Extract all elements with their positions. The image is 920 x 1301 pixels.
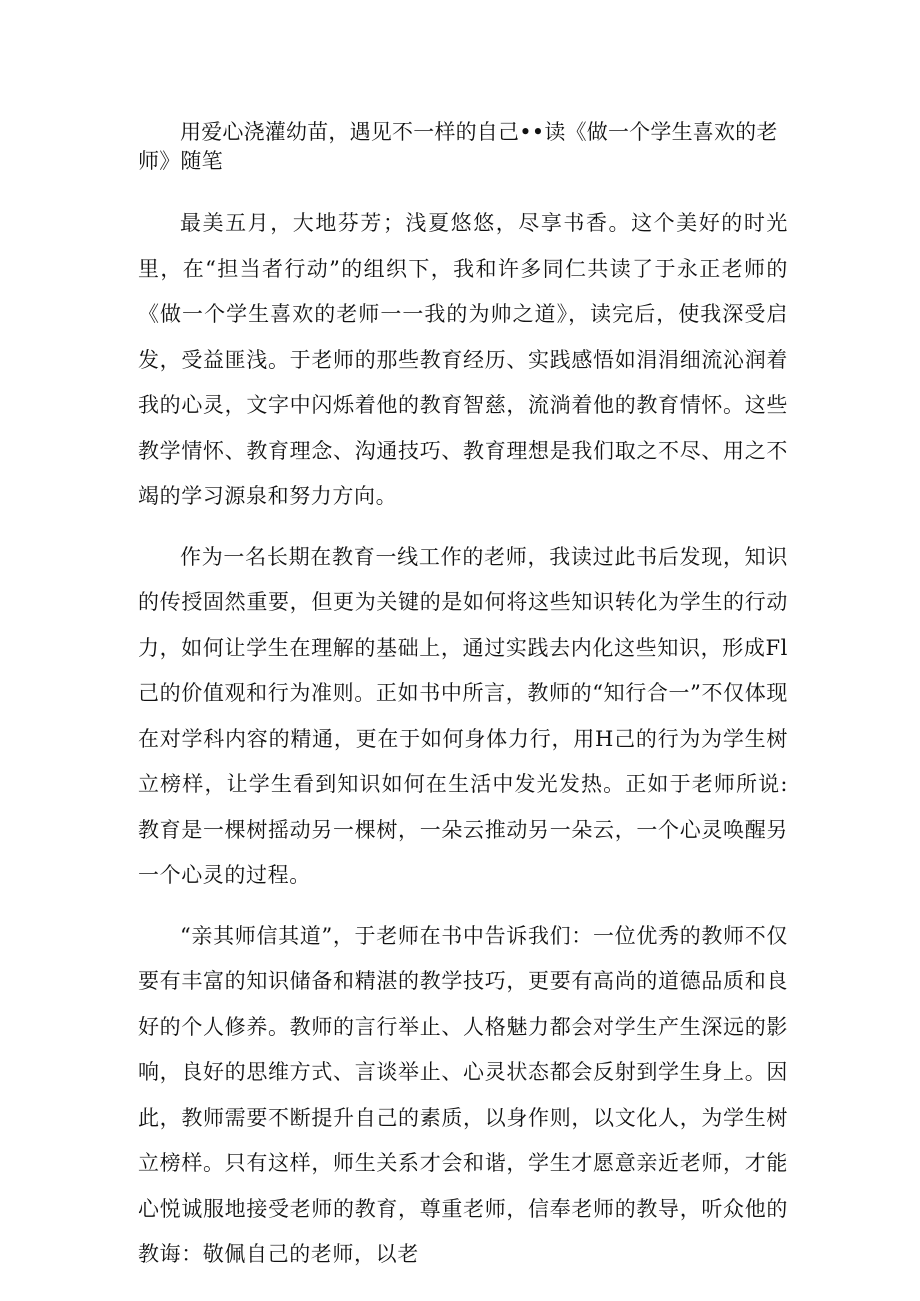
paragraph-3: “亲其师信其道”，于老师在书中告诉我们：一位优秀的教师不仅要有丰富的知识储备和精湛的教学技巧，更要有高尚的道德品质和良好的个人修养。教师的言行举止、人格魅力都会对学生产生深远的影响，良好的思维方式、言谈举止、心灵状态都会反射到学生身上。因此，教师需要不断提升自己的素质，以身作则，以文化人，为学生树立榜样。只有这样，师生关系才会和谐，学生才愿意亲近老师，才能心悦诚服地接受老师的教育，尊重老师，信奉老师的教导，听众他的教诲：敬佩自己的老师，以老 <box>138 923 788 1266</box>
paragraph-1: 最美五月，大地芬芳；浅夏悠悠，尽享书香。这个美好的时光里，在“担当者行动”的组织下，我和许多同仁共读了于永正老师的《做一个学生喜欢的老师一一我的为帅之道》，读完后，使我深受启发，受益匪浅。于老师的那些教育经历、实践感悟如涓涓细流沁润着我的心灵，文字中闪烁着他的教育智慈，流淌着他的教育情怀。这些教学情怀、教育理念、沟通技巧、教育理想是我们取之不尽、用之不竭的学习源泉和努力方向。 <box>138 211 788 508</box>
document-page <box>138 118 788 1278</box>
paragraph-2: 作为一名长期在教育一线工作的老师，我读过此书后发现，知识的传授固然重要，但更为关键的是如何将这些知识转化为学生的行动力，如何让学生在理解的基础上，通过实践去内化这些知识，形成Fl己的价值观和行为准则。正如书中所言，教师的“知行合一”不仅体现在对学科内容的精通，更在于如何身体力行，用H己的行为为学生树立榜样，让学生看到知识如何在生活中发光发热。正如于老师所说:教育是一棵树摇动另一棵树，一朵云推动另一朵云，一个心灵唤醒另一个心灵的过程。 <box>138 544 788 887</box>
document-title: 用爱心浇灌幼苗，遇见不一样的自己••读《做一个学生喜欢的老师》随笔 <box>138 120 778 173</box>
